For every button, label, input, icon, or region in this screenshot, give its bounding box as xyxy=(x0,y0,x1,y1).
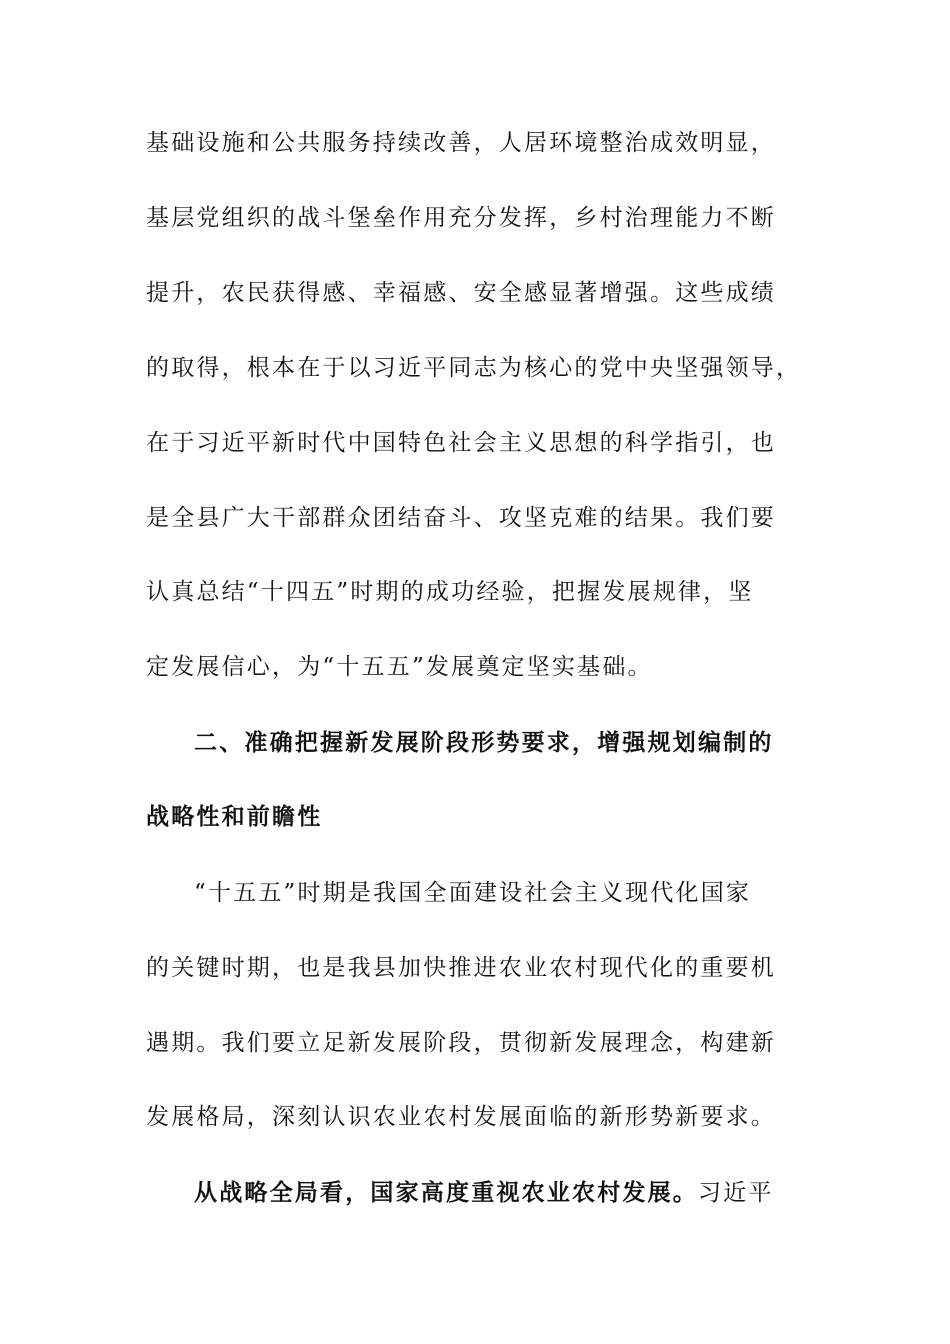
paragraph-line xyxy=(194,1178,806,1208)
section-heading: 二、准确把握新发展阶段形势要求，增强规划编制的 xyxy=(194,729,774,756)
paragraph-line: 的关键时期，也是我县加快推进农业农村现代化的重要机 xyxy=(146,955,776,981)
paragraph-line: “十五五”时期是我国全面建设社会主义现代化国家 xyxy=(194,880,752,906)
paragraph-line: 定发展信心，为“十五五”发展奠定坚实基础。 xyxy=(146,654,653,680)
paragraph-lead-sentence: 从战略全局看，国家高度重视农业农村发展。 xyxy=(194,1179,698,1206)
paragraph-line: 的取得，根本在于以习近平同志为核心的党中央坚强领导， xyxy=(146,355,802,381)
paragraph-line: 在于习近平新时代中国特色社会主义思想的科学指引，也 xyxy=(146,430,776,456)
paragraph-line: 基础设施和公共服务持续改善，人居环境整治成效明显， xyxy=(146,130,776,156)
paragraph-line: 提升，农民获得感、幸福感、安全感显著增强。这些成绩 xyxy=(146,280,776,306)
paragraph-line: 是全县广大干部群众团结奋斗、攻坚克难的结果。我们要 xyxy=(146,505,776,531)
paragraph-text: 习近平 xyxy=(698,1180,774,1206)
section-heading: 战略性和前瞻性 xyxy=(146,803,323,830)
paragraph-line: 遇期。我们要立足新发展阶段，贯彻新发展理念，构建新 xyxy=(146,1030,776,1056)
paragraph-line: 发展格局，深刻认识农业农村发展面临的新形势新要求。 xyxy=(146,1104,776,1130)
paragraph-line: 基层党组织的战斗堡垒作用充分发挥，乡村治理能力不断 xyxy=(146,205,776,231)
paragraph-line: 认真总结“十四五”时期的成功经验，把握发展规律，坚 xyxy=(146,579,754,605)
